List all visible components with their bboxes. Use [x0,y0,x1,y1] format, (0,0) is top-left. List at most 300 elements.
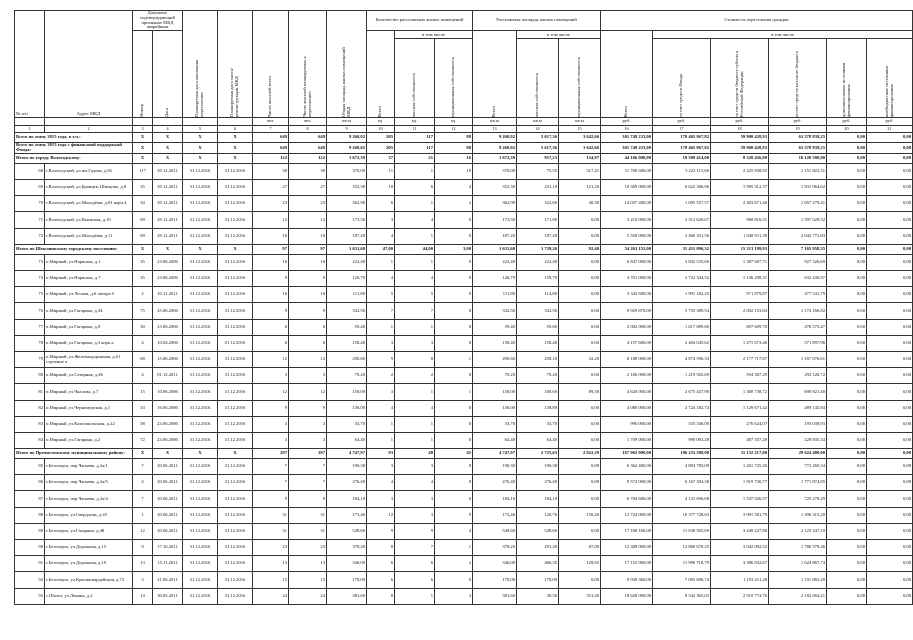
rooms-municipal-header: муниципальная собственность [435,39,473,118]
row-value: 3 [435,588,473,604]
row-value: 0,00 [867,556,913,572]
row-value: 0 [435,254,473,270]
table-row [15,588,913,604]
row-value: 12 [367,507,395,523]
row-value: 3 [367,335,395,351]
row-value: 9 [253,303,289,319]
row-value: 6 [253,335,289,351]
total-label: Итого по Шекснинскому городскому поселению: [15,244,133,254]
row-value: 23 [289,196,327,212]
row-value: 3 210 000,00 [601,212,653,228]
row-value: 362,90 [327,196,367,212]
row-number: 80 [15,368,45,384]
rooms-incl-header: в том числе [395,31,473,39]
row-value: 0,00 [559,335,601,351]
row-value: 477 541,79 [769,287,827,303]
total-value: 45 [435,449,473,459]
row-value: 136,00 [473,400,517,416]
plan-resettle-header: Планируемая дата окончания переселения [183,11,218,118]
row-value: 276,40 [517,475,559,491]
row-value: 6 [367,556,395,572]
row-value: 10 [253,228,289,244]
total-value: X [183,449,218,459]
row-value: 0 [435,287,473,303]
row-value: 0 [435,416,473,432]
row-value: 4 [395,475,435,491]
row-value: 3 [367,459,395,475]
cost-extra-header: дополнительные источники финансирования [827,39,867,118]
row-number: 75 [15,287,45,303]
row-value: 4 [395,271,435,287]
row-doc-date: 17.10.2011 [153,540,183,556]
row-plan-demolish-date: 31.12.2016 [218,572,253,588]
row-plan-demolish-date: 31.12.2016 [218,287,253,303]
row-value: 1 624 867,74 [769,556,827,572]
total-value: 649 [289,143,327,154]
row-value: 927 326,69 [769,254,827,270]
row-value: 184,10 [517,491,559,507]
row-value: 12 308 000,00 [601,540,653,556]
row-doc-date: 15.11.2011 [153,556,183,572]
table-row [15,303,913,319]
row-value: 9 [289,303,327,319]
row-value: 15 [289,572,327,588]
column-number-cell: 14 [517,126,559,133]
total-value: 92,40 [559,244,601,254]
row-value: 170,00 [517,572,559,588]
table-row [15,335,913,351]
row-value: 3 [253,416,289,432]
row-value: 190,30 [327,459,367,475]
row-value: 332,50 [473,303,517,319]
column-numbers-row [15,126,913,133]
total-value: X [133,153,153,163]
row-plan-demolish-date: 31.12.2016 [218,254,253,270]
unit-cell: кв.м [517,118,559,126]
total-label: Всего по этапу 2015 года с финансовой поддержкой Фонда: [15,143,133,154]
row-doc-date: 10.12.2011 [153,287,183,303]
row-value: 10 [435,163,473,179]
row-value: 0,00 [827,540,867,556]
table-row [15,228,913,244]
area-private-header: частная собственность [517,39,559,118]
row-value: 292 126,72 [769,368,827,384]
row-value: 18 628 000,00 [601,588,653,604]
row-value: 2 106 000,00 [601,368,653,384]
row-value: 1 [395,384,435,400]
row-value: 111,80 [473,287,517,303]
row-value: 173,46 [327,507,367,523]
row-value: 3 [395,507,435,523]
row-address: п.Мирный, ул.Гагарина, д.34 [45,303,133,319]
total-value: 1 631,60 [473,244,517,254]
total-value: 9 260,02 [473,133,517,143]
total-value: 88 [435,143,473,154]
row-value: 3 991 581,79 [711,507,769,523]
total-value: X [133,449,153,459]
cost-extra2-header: внебюджетные источники финансирования [867,39,913,118]
row-plan-resettle-date: 31.12.2016 [183,163,218,179]
row-value: 290,60 [473,351,517,367]
table-row [15,475,913,491]
row-plan-demolish-date: 31.12.2016 [218,319,253,335]
total-row [15,153,913,163]
row-doc-date: 20.06.2011 [153,475,183,491]
total-label: Всего по этапу 2015 года, в т.ч.: [15,133,133,143]
rooms-group-header: Количество расселяемых жилых помещений [367,11,473,31]
row-value: 6 [289,319,327,335]
row-value: 11 638 565,69 [653,523,711,539]
total-value: 178 465 967,82 [653,133,711,143]
total-value: 88 [435,133,473,143]
row-value: 0,00 [867,400,913,416]
row-value: 0,00 [559,212,601,228]
total-value: 29 624 480,00 [769,449,827,459]
row-doc-number: 35 [133,180,153,196]
row-value: 30 [289,163,327,179]
row-value: 31 [253,523,289,539]
row-value: 549,60 [473,523,517,539]
row-value: 9 [289,400,327,416]
row-value: 23 [253,196,289,212]
row-value: 0 [435,432,473,448]
row-address: г.Белозерск, ул.Дорожная, д.19 [45,556,133,572]
total-value: 54 263 155,00 [601,244,653,254]
table-row [15,351,913,367]
row-number: 73 [15,254,45,270]
row-value: 5 [367,287,395,303]
row-plan-resettle-date: 31.12.2016 [183,540,218,556]
row-value: 9 [367,523,395,539]
total-value: X [218,133,253,143]
row-doc-date: 01.12.2011 [153,368,183,384]
total-value: 16 [435,153,473,163]
row-value: 150,26 [559,507,601,523]
row-value: 0,00 [559,400,601,416]
row-value: 4 [367,475,395,491]
row-value: 6 [253,319,289,335]
row-doc-number: 72 [133,432,153,448]
row-value: 30 [253,163,289,179]
row-plan-resettle-date: 31.12.2016 [183,271,218,287]
row-value: 1 547 926,97 [711,491,769,507]
row-value: 0,00 [827,319,867,335]
row-value: 4 157 600,00 [601,335,653,351]
column-number-cell: 21 [867,126,913,133]
unit-cell: кв.м [559,118,601,126]
doc-date-header: Дата [153,31,183,118]
row-value: 290,60 [327,351,367,367]
row-value: 184,10 [327,491,367,507]
unit-cell [15,118,45,126]
total-value: 44,00 [395,244,435,254]
row-value: 9 [289,271,327,287]
row-doc-number: 30 [133,319,153,335]
row-doc-number: 12 [133,523,153,539]
row-number: 81 [15,384,45,400]
row-doc-number: 35 [133,254,153,270]
total-value: 0,00 [827,143,867,154]
row-value: 100,60 [517,384,559,400]
total-value: 117 [395,143,435,154]
row-value: 1 [395,416,435,432]
row-plan-resettle-date: 31.12.2016 [183,254,218,270]
row-plan-resettle-date: 31.12.2016 [183,475,218,491]
row-value: 33,70 [473,416,517,432]
row-doc-number: 69 [133,228,153,244]
row-value: 571 897,96 [769,335,827,351]
row-value: 222,40 [517,254,559,270]
row-value: 1 [395,588,435,604]
row-value: 0,00 [867,196,913,212]
total-value: 0,00 [867,143,913,154]
cost-group-header: Стоимость переселения граждан [601,11,913,31]
table-row [15,368,913,384]
row-value: 2 675 437,90 [653,384,711,400]
row-value: 0 [435,335,473,351]
row-plan-resettle-date: 31.12.2016 [183,588,218,604]
total-value: X [183,133,218,143]
row-value: 3 [289,368,327,384]
row-value: 346,00 [327,556,367,572]
total-value: 4 747,97 [327,449,367,459]
total-value: 7 165 958,35 [769,244,827,254]
row-value: 381,60 [327,588,367,604]
row-value: 0,00 [827,432,867,448]
row-value: 0,00 [827,491,867,507]
total-value: 0,00 [827,449,867,459]
row-value: 3 832 535,60 [653,254,711,270]
row-value: 2 [367,368,395,384]
row-value: 549,60 [517,523,559,539]
row-value: 2 910 774,76 [711,588,769,604]
row-value: 1 300 738,72 [711,384,769,400]
unit-cell: руб. [601,118,653,126]
row-value: 0,00 [827,351,867,367]
row-value: 4 [435,180,473,196]
row-value: 4 804 783,09 [653,459,711,475]
row-value: 8 [367,588,395,604]
row-value: 0,00 [827,400,867,416]
row-value: 187,20 [517,228,559,244]
row-value: 317,41 [559,163,601,179]
row-value: 3 [367,384,395,400]
row-value: 0,00 [559,287,601,303]
row-value: 2 [395,368,435,384]
column-number-cell: 18 [711,126,769,133]
row-value: 1 [435,540,473,556]
row-value: 3 [289,416,327,432]
area-total-header: Общая площадь жилых помещений МКД [327,11,367,118]
row-value: 276 624,07 [711,416,769,432]
row-value: 1 048 911,39 [711,228,769,244]
row-address: п.Мирный, ул.Черноморская, д.1 [45,400,133,416]
row-value: 222,40 [473,254,517,270]
row-value: 170,00 [473,572,517,588]
row-plan-resettle-date: 31.12.2016 [183,416,218,432]
table-row [15,180,913,196]
total-value: 178 465 967,82 [653,143,711,154]
row-doc-number: 69 [133,212,153,228]
row-value: 87,00 [559,540,601,556]
row-value: 690 821,40 [769,384,827,400]
total-row [15,244,913,254]
total-value: 31 132 217,00 [711,449,769,459]
row-value: 222,40 [327,254,367,270]
row-value: 0,00 [559,271,601,287]
column-number-cell: 9 [327,126,367,133]
row-doc-date: 10.04.2006 [153,335,183,351]
total-value: 16 128 580,00 [769,153,827,163]
total-value: 2 022,29 [559,449,601,459]
total-value: X [153,449,183,459]
row-value: 362,90 [473,196,517,212]
total-value: 47,00 [367,244,395,254]
total-value: 8 328 456,00 [711,153,769,163]
row-value: 7 [253,459,289,475]
row-value: 6 167 394,38 [653,475,711,491]
row-value: 0,00 [559,368,601,384]
row-value: 0,00 [827,212,867,228]
total-value: 59 900 428,93 [711,133,769,143]
row-value: 0,00 [867,540,913,556]
row-value: 10 369 000,00 [601,180,653,196]
row-value: 70,20 [473,368,517,384]
row-value: 4 131 696,68 [653,491,711,507]
unit-cell [133,118,153,126]
table-row [15,432,913,448]
row-plan-demolish-date: 31.12.2016 [218,271,253,287]
row-value: 0,00 [827,475,867,491]
row-value: 2 002 000,00 [601,319,653,335]
row-value: 0,00 [827,271,867,287]
row-plan-resettle-date: 31.12.2016 [183,523,218,539]
total-value: 1 672,39 [473,153,517,163]
row-doc-date: 20.06.2011 [153,491,183,507]
row-value: 121,20 [559,180,601,196]
row-value: 1 [435,351,473,367]
residents-moving-header: Число жителей планируемых к переселению [289,11,327,118]
row-address: г.Белозерск, ул.Гагарина, д.48 [45,523,133,539]
row-value: 170,00 [327,572,367,588]
row-plan-demolish-date: 31.12.2016 [218,459,253,475]
total-value: X [133,133,153,143]
row-value: 6 362 400,00 [601,459,653,475]
column-number-cell: 11 [395,126,435,133]
row-value: 8 542 365,03 [653,588,711,604]
row-plan-demolish-date: 31.12.2016 [218,228,253,244]
row-number: 77 [15,319,45,335]
row-value: 0 [435,368,473,384]
total-value: 9 260,02 [473,143,517,154]
row-number: 71 [15,212,45,228]
area-incl-header: в том числе [517,31,601,39]
row-plan-resettle-date: 31.12.2016 [183,507,218,523]
row-value: 5 753 389,54 [653,303,711,319]
row-value: 2 404 045,62 [653,335,711,351]
row-value: 27 [253,180,289,196]
row-value: 23 [253,540,289,556]
row-value: 725 278,29 [769,491,827,507]
area-sum-header: Всего [473,31,517,118]
row-doc-date: 16.06.2006 [153,400,183,416]
row-doc-number: 68 [133,351,153,367]
column-number-cell: 13 [473,126,517,133]
row-doc-date: 23.06.2006 [153,254,183,270]
row-value: 0,00 [827,368,867,384]
row-value: 6 [395,556,435,572]
row-value: 9 929 870,00 [601,303,653,319]
row-value: 276 575,47 [769,319,827,335]
row-value: 0 [435,400,473,416]
row-value: 111,80 [327,287,367,303]
total-value: X [133,143,153,154]
row-value: 31 [289,523,327,539]
row-value: 1 219 565,69 [653,368,711,384]
table-row [15,416,913,432]
row-value: 187,20 [473,228,517,244]
column-number-cell: 10 [367,126,395,133]
row-number: 82 [15,400,45,416]
table-row [15,459,913,475]
row-number: 93 [15,588,45,604]
row-plan-demolish-date: 31.12.2016 [218,588,253,604]
row-value: 0 [435,212,473,228]
row-doc-number: 2 [133,287,153,303]
row-value: 158,40 [327,335,367,351]
row-doc-date: 29.12.2011 [153,196,183,212]
row-value: 10 [253,287,289,303]
row-value: 2 460 331,56 [653,228,711,244]
total-value: 3 642,66 [559,133,601,143]
row-number: 72 [15,228,45,244]
row-value: 0 [435,475,473,491]
row-plan-demolish-date: 31.12.2016 [218,491,253,507]
row-address: п.Мирный, ул.Лесная, д.6 литера б [45,287,133,303]
row-plan-resettle-date: 31.12.2016 [183,335,218,351]
row-value: 23 [289,540,327,556]
row-value: 6 [289,335,327,351]
row-value: 0,00 [559,228,601,244]
row-value: 0,00 [827,180,867,196]
row-address: г.Белозерск, ул.Дорожная, д.15 [45,540,133,556]
total-value: X [218,244,253,254]
row-doc-date: 29.12.2011 [153,228,183,244]
row-value: 0,00 [827,196,867,212]
total-value: 3,00 [435,244,473,254]
row-value: 7 [395,540,435,556]
total-value: 0,00 [827,133,867,143]
row-value: 1 597 629,52 [769,212,827,228]
row-value: 0,00 [867,319,913,335]
column-number-cell: 17 [653,126,711,133]
total-value: 5 617,36 [517,143,559,154]
row-value: 535 336,00 [653,416,711,432]
row-plan-resettle-date: 31.12.2016 [183,287,218,303]
row-value: 0 [435,271,473,287]
row-number: 76 [15,303,45,319]
row-value: 1 [395,254,435,270]
total-row [15,449,913,459]
row-value: 5 223 115,60 [653,163,711,179]
row-plan-demolish-date: 31.12.2016 [218,368,253,384]
row-value: 1 095 557,57 [653,196,711,212]
column-number-cell: 5 [183,126,218,133]
row-value: 1 709 000,00 [601,432,653,448]
row-value: 9 [253,400,289,416]
row-value: 2 177 717,87 [711,351,769,367]
row-plan-resettle-date: 31.12.2016 [183,572,218,588]
